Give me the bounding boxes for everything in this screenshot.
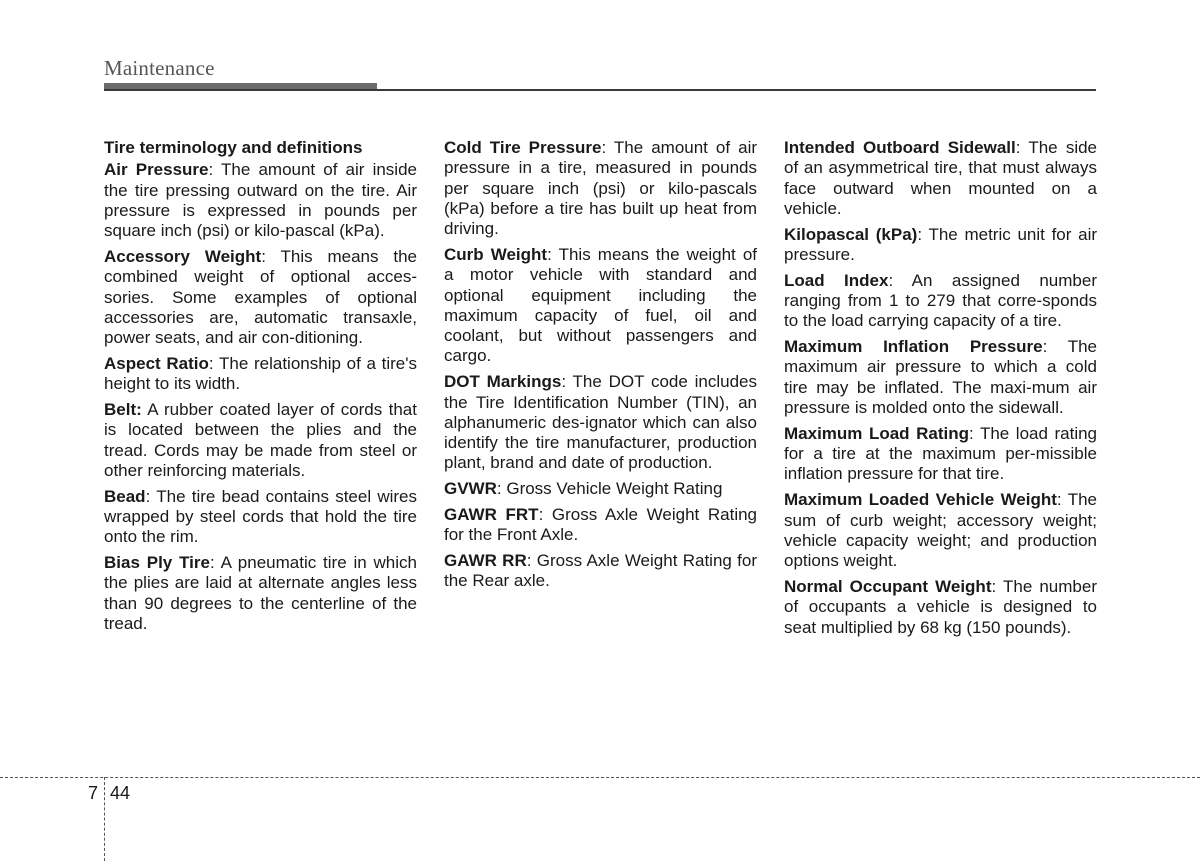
definition-term: Curb Weight [444,244,548,264]
definition-entry [784,138,1097,219]
definition-entry [444,138,757,239]
definition-separator: : [496,479,507,499]
definition-term: GAWR RR [444,551,527,571]
definition-term: Bead [104,486,146,506]
footer-vertical-divider [104,777,105,861]
definition-term: GVWR [444,479,497,499]
definition-entry [444,372,757,473]
definition-separator: : [208,353,219,373]
definition-entry [784,225,1097,266]
definition-entry [444,505,757,546]
definition-entry [784,577,1097,638]
definition-entry [444,551,757,592]
definition-text: The load rating for a tire at the maximum per-missible inflation pressure for that tire. [784,423,1098,484]
definition-entry [784,271,1097,332]
definition-separator: : [1015,138,1029,157]
definition-text: The number of occupants a vehicle is designed to seat multiplied by 68 kg (150 pounds). [784,576,1097,637]
definition-term: DOT Markings [444,372,562,392]
definition-term: Maximum Loaded Vehicle Weight [784,490,1057,510]
column-1 [104,138,417,640]
section-title: Maintenance [104,56,215,80]
definition-term: Aspect Ratio [104,353,209,373]
definition-text: The DOT code includes the Tire Identification Number (TIN), an alphanumeric des-ignator which can also identify the tire manufacturer, production plant, brand and date of production. [444,372,758,473]
definition-term: Accessory Weight [104,246,262,266]
definition-entry [444,479,757,499]
definition-text: This means the weight of a motor vehicle with standard and optional equipment including the maximum capacity of fuel, oil and coolant, but without passengers and cargo. [444,244,758,366]
column-2 [444,138,757,597]
definition-text: Gross Axle Weight Rating for the Rear axle. [444,551,757,591]
definition-separator: : [991,576,1003,596]
definition-entry [104,553,417,634]
definition-separator: : [526,551,537,571]
definition-entry [784,424,1097,485]
definition-text: The tire bead contains steel wires wrapped by steel cords that hold the tire onto the rim. [104,486,418,547]
definition-text: The relationship of a tire's height to its width. [104,353,417,394]
definition-term: Cold Tire Pressure [444,138,602,157]
column-3 [784,138,1097,643]
definition-text: The maximum air pressure to which a cold tire may be inflated. The maxi-mum air pressure is molded onto the sidewall. [784,337,1098,418]
definition-separator: : [969,423,980,443]
definition-separator: : [601,138,614,157]
definition-term: Bias Ply Tire [104,553,210,573]
footer-divider [0,777,1200,778]
definition-separator: : [1042,337,1068,357]
definition-entry [784,337,1097,418]
page-number: 44 [110,783,131,803]
definition-list [104,160,417,634]
definition-entry [104,160,417,241]
definition-separator: : [209,553,221,573]
definition-term: Belt: [104,400,142,420]
definition-list [444,138,757,592]
column-heading: Tire terminology and definitions [104,138,363,157]
definition-separator: : [888,270,912,290]
definition-entry [444,245,757,367]
definition-entry [104,247,417,348]
definition-text: Gross Vehicle Weight Rating [506,479,723,499]
definition-term: GAWR FRT [444,505,539,525]
definition-text: Gross Axle Weight Rating for the Front Axle. [444,505,758,545]
definition-text: An assigned number ranging from 1 to 279 that corre-sponds to the load carrying capacity of a tire. [784,270,1097,331]
definition-text: The side of an asymmetrical tire, that must always face outward when mounted on a vehicle. [784,138,1098,218]
definition-text: The sum of curb weight; accessory weight; vehicle capacity weight; and production options weight. [784,490,1098,571]
definition-separator: : [547,244,559,264]
definition-term: Kilopascal (kPa) [784,224,918,244]
definition-term: Load Index [784,270,889,290]
definition-text: The amount of air inside the tire pressing outward on the tire. Air pressure is expressed in pounds per square inch (psi) or kilo-pascal (kPa). [104,160,417,241]
definition-text: The metric unit for air pressure. [784,224,1098,264]
definition-separator: : [1056,490,1068,510]
definition-entry [784,490,1097,571]
definition-entry [104,354,417,395]
definition-text: The amount of air pressure in a tire, measured in pounds per square inch (psi) or kilo-pascals (kPa) before a tire has built up heat from driving. [444,138,758,239]
definition-term: Intended Outboard Sidewall [784,138,1016,157]
definition-separator: : [208,160,222,180]
header-rule [104,89,1096,91]
definition-term: Normal Occupant Weight [784,576,992,596]
definition-separator: : [538,505,552,525]
definition-list [784,138,1097,638]
definition-text: This means the combined weight of optional acces-sories. Some examples of optional accessories are, automatic transaxle, power seats, and air con-ditioning. [104,246,417,348]
definition-term: Maximum Load Rating [784,423,969,443]
definition-separator: : [145,486,157,506]
definition-text: A rubber coated layer of cords that is located between the plies and the tread. Cords may be made from steel or other reinforcing materials. [104,400,417,480]
definition-term: Maximum Inflation Pressure [784,337,1043,357]
chapter-number: 7 [88,783,99,803]
definition-term: Air Pressure [104,160,209,180]
definition-separator: : [917,224,929,244]
definition-separator: : [261,246,281,266]
definition-text: A pneumatic tire in which the plies are laid at alternate angles less than 90 degrees to the centerline of the tread. [104,553,417,634]
definition-entry [104,487,417,548]
definition-entry [104,400,417,481]
definition-separator: : [561,372,573,392]
